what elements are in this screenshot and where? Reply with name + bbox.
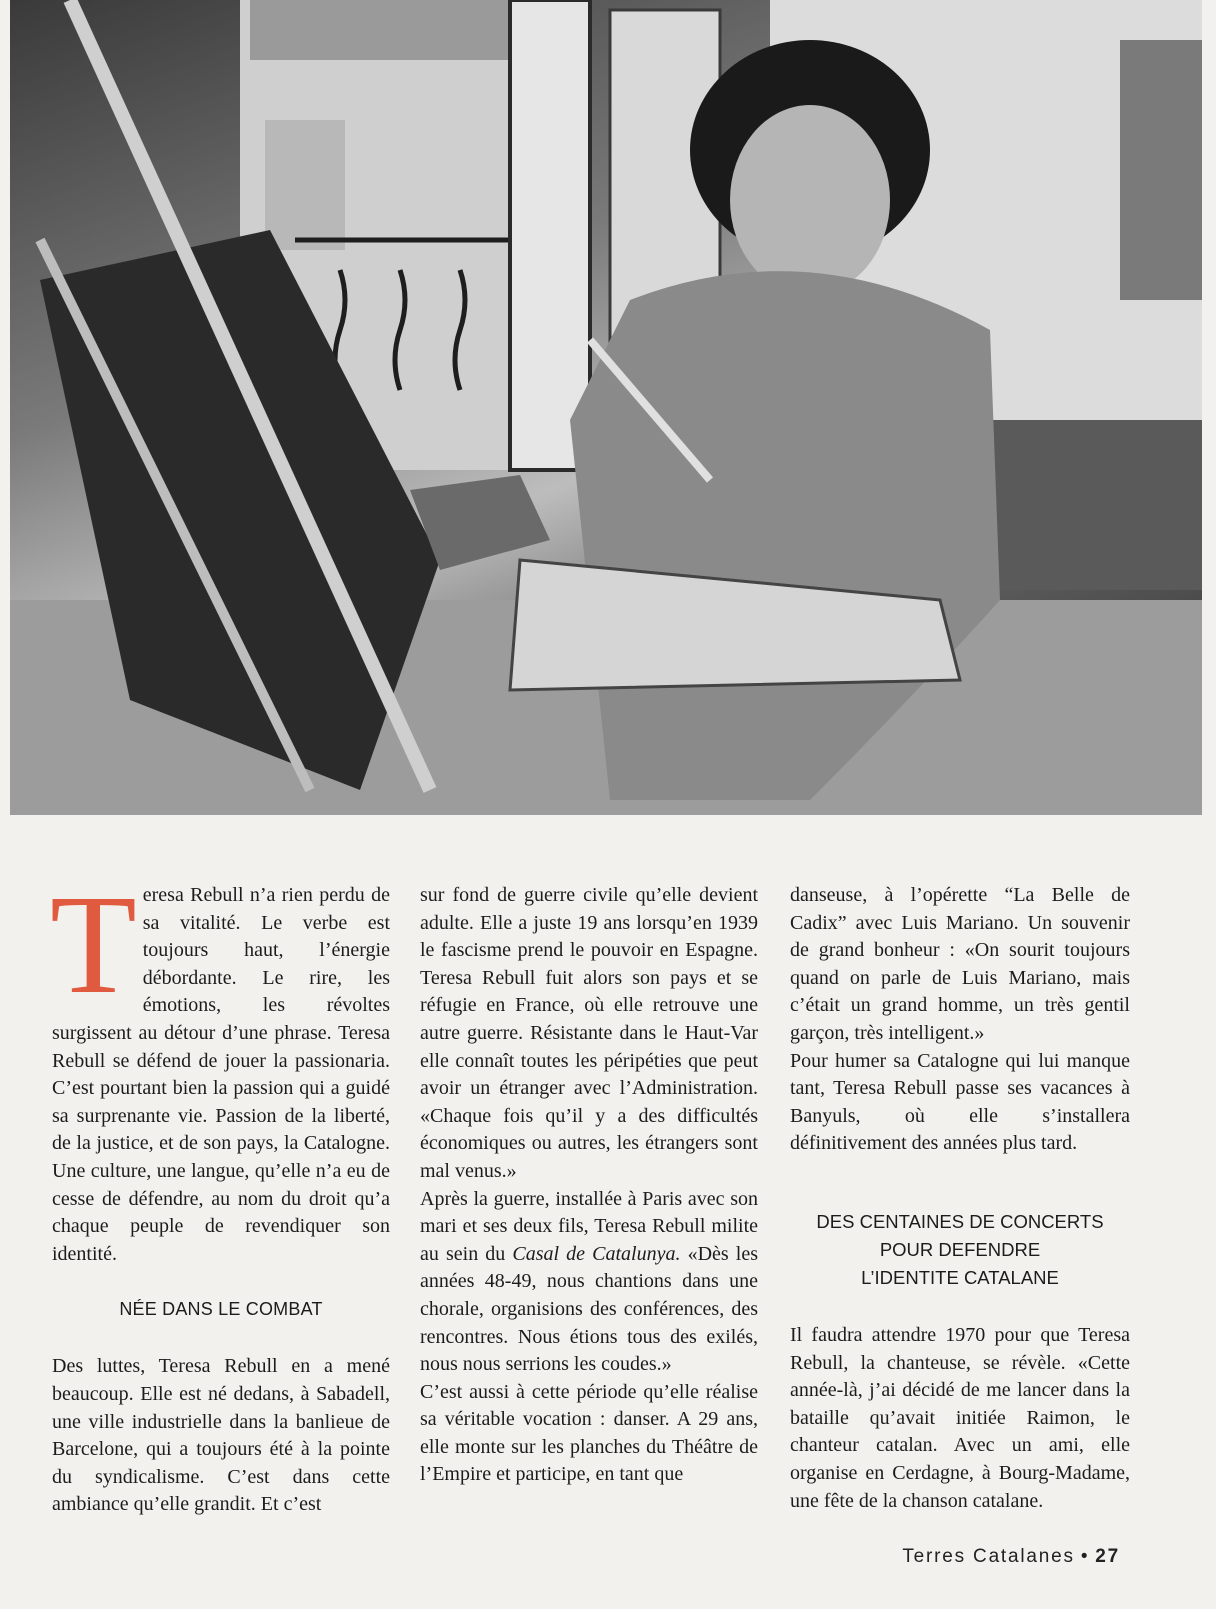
paragraph-text: Après la guerre, installée à Paris avec son mari et ses deux fils, Teresa Rebull milite au sein du xyxy=(420,1187,758,1265)
paragraph: Pour humer sa Catalogne qui lui manque tant, Teresa Rebull passe ses vacances à Banyuls, où elle s’installera définitivement des années plus tard. xyxy=(790,1049,1130,1155)
article-column-2 xyxy=(420,882,758,1489)
paragraph xyxy=(420,1186,758,1379)
page-number: 27 xyxy=(1095,1546,1120,1567)
article-column-3 xyxy=(790,882,1130,1515)
heading-line: POUR DEFENDRE xyxy=(879,1238,1041,1260)
paragraph: Des luttes, Teresa Rebull en a mené beaucoup. Elle est né dedans, à Sabadell, une ville industrielle dans la banlieue de Barcelone, qui a toujours été à la pointe du syndicalisme. C’est dans cette ambiance qu’elle grandit. Et c’est xyxy=(52,1355,390,1516)
heading-line: DES CENTAINES DE CONCERTS xyxy=(816,1210,1104,1232)
paragraph-text: «Dès les années 48-49, nous chantions dans une chorale, organisions des conférences, des rencontres. Nous étions tous des exilés, nous nous serrions les coudes.» xyxy=(420,1242,759,1376)
section-heading-combat: NÉE DANS LE COMBAT xyxy=(119,1299,323,1320)
photo-illustration xyxy=(10,0,1202,815)
magazine-name: Terres Catalanes xyxy=(902,1546,1075,1567)
bullet-separator: • xyxy=(1080,1546,1090,1567)
drop-cap: T xyxy=(50,865,137,1023)
section-heading-concerts xyxy=(790,1208,1130,1292)
article-photo xyxy=(10,0,1202,815)
intro-paragraph: eresa Rebull n’a rien perdu de sa vitalité. Le verbe est toujours haut, l’énergie débordante. Le rire, les émotions, les révoltes surgissent au détour d’une phrase. Teresa Rebull se défend de jouer la passionaria. C’est pourtant bien la passion qui a guidé sa surprenante vie. Passion de la liberté, de la justice, et de son pays, la Catalogne. Une culture, une langue, qu’elle n’a eu de cesse de défendre, au nom du droit qu’a chaque peuple de revendiquer son identité. xyxy=(52,884,390,1265)
organisation-name: Casal de Catalunya. xyxy=(512,1242,681,1265)
paragraph: C’est aussi à cette période qu’elle réalise sa véritable vocation : danser. A 29 ans, elle monte sur les planches du Théâtre de l’Empire et participe, en tant que xyxy=(420,1380,758,1486)
paragraph: sur fond de guerre civile qu’elle devient adulte. Elle a juste 19 ans lorsqu’en 1939 le fascisme prend le pouvoir en Espagne. Teresa Rebull fuit alors son pays et se réfugie en France, où elle retrouve une autre guerre. Résistante dans le Haut-Var elle connaît toutes les péripéties que peut avoir un étranger avec l’Administration. «Chaque fois qu’il y a des difficultés économiques ou autres, les étrangers sont mal venus.» xyxy=(420,884,758,1182)
page-footer xyxy=(902,1546,1120,1568)
paragraph: Il faudra attendre 1970 pour que Teresa Rebull, la chanteuse, se révèle. «Cette année-là, j’ai décidé de me lancer dans la bataille qu’avait initiée Raimon, le chanteur catalan. Avec un ami, elle organise en Cerdagne, à Bourg-Madame, une fête de la chanson catalane. xyxy=(790,1323,1130,1512)
paragraph: danseuse, à l’opérette “La Belle de Cadix” avec Luis Mariano. Un souvenir de grand bonheur : «On sourit toujours quand on parle de Luis Mariano, mais c’était un grand homme, un très gentil garçon, très intelligent.» xyxy=(790,884,1130,1044)
article-column-1 xyxy=(50,865,390,1519)
heading-line: L’IDENTITE CATALANE xyxy=(861,1266,1059,1288)
